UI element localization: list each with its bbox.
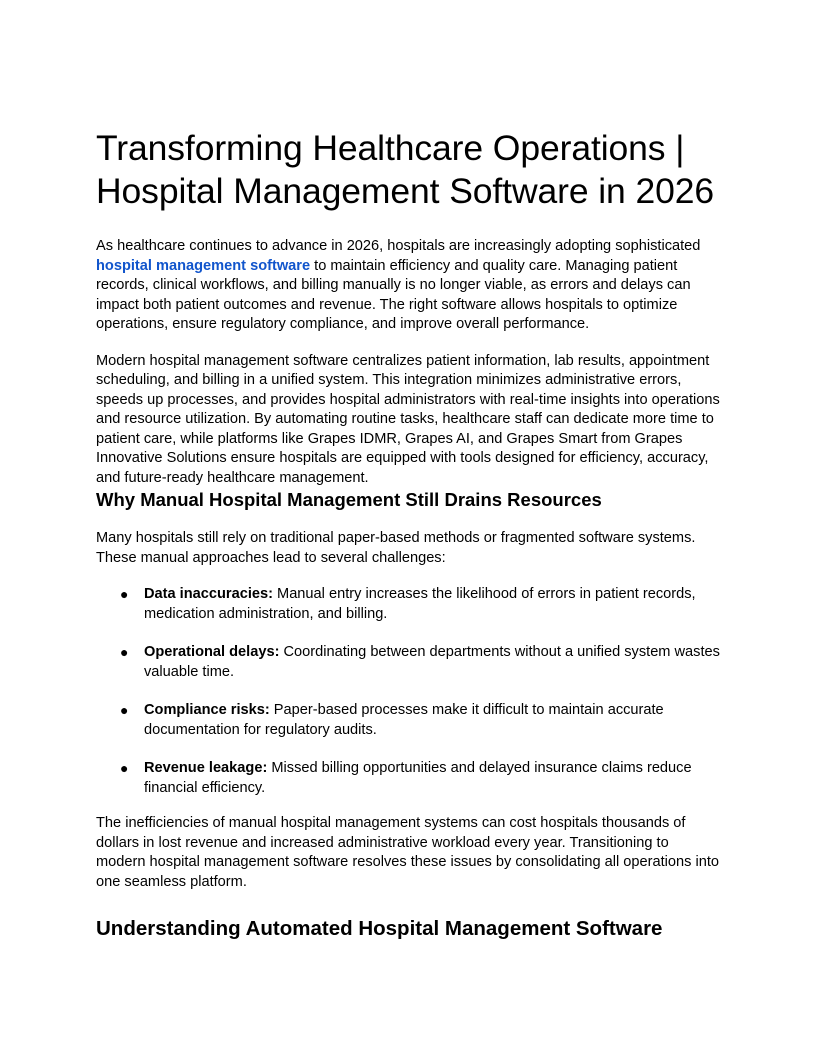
title-line-2: Hospital Management Software in 2026 bbox=[96, 171, 715, 211]
bullet-icon: ● bbox=[120, 586, 129, 602]
list-item bbox=[96, 585, 722, 624]
list-item-term: Compliance risks: bbox=[144, 702, 270, 718]
body-paragraph: Modern hospital management software centralizes patient information, lab results, appointment scheduling, and billing in a unified system. This integration minimizes administrative errors, speeds up processes, and provides hospital administrators with real-time insights into operations and resource utilization. By automating routine tasks, healthcare staff can dedicate more time to patient care, while platforms like Grapes IDMR, Grapes AI, and Grapes Smart from Grapes Innovative Solutions ensure hospitals are equipped with tools designed for efficiency, accuracy, and future-ready healthcare management. bbox=[96, 352, 720, 486]
list-item-text: Manual entry increases the likelihood of errors in patient records, medication administration, and billing. bbox=[144, 586, 696, 622]
bullet-icon: ● bbox=[120, 760, 129, 776]
closing-paragraph: The inefficiencies of manual hospital management systems can cost hospitals thousands of dollars in lost revenue and increased administrative workload every year. Transitioning to modern hospital management software resolves these issues by consolidating all operations into one seamless platform. bbox=[96, 815, 720, 890]
title-line-1: Transforming Healthcare Operations | bbox=[96, 128, 685, 168]
list-item-text: Missed billing opportunities and delayed insurance claims reduce financial efficiency. bbox=[144, 760, 692, 796]
intro-paragraph bbox=[96, 237, 722, 335]
section-heading-manual-management: Why Manual Hospital Management Still Drains Resources bbox=[96, 489, 602, 510]
section-intro-paragraph: Many hospitals still rely on traditional paper-based methods or fragmented software systems. These manual approaches lead to several challenges: bbox=[96, 530, 696, 566]
list-item bbox=[96, 759, 722, 798]
list-item-term: Revenue leakage: bbox=[144, 760, 268, 776]
list-item-text: Coordinating between departments without a unified system wastes valuable time. bbox=[144, 644, 720, 680]
document-title bbox=[96, 127, 722, 213]
document-page bbox=[96, 127, 722, 942]
hospital-management-software-link[interactable]: hospital management software bbox=[96, 257, 311, 274]
list-item-text: Paper-based processes make it difficult to maintain accurate documentation for regulatory audits. bbox=[144, 702, 664, 738]
challenges-list bbox=[96, 585, 722, 798]
intro-text-after-link: to maintain efficiency and quality care. Managing patient records, clinical workflows, and billing manually is no longer viable, as errors and delays can impact both patient outcomes and revenue. The right software allows hospitals to optimize operations, ensure regulatory compliance, and improve overall performance. bbox=[96, 257, 691, 332]
bullet-icon: ● bbox=[120, 702, 129, 718]
bullet-icon: ● bbox=[120, 644, 129, 660]
intro-text-before-link: As healthcare continues to advance in 2026, hospitals are increasingly adopting sophisticated bbox=[96, 238, 701, 254]
list-item-term: Operational delays: bbox=[144, 644, 280, 660]
list-item-term: Data inaccuracies: bbox=[144, 586, 273, 602]
section-heading-automated-software: Understanding Automated Hospital Management Software bbox=[96, 917, 663, 940]
list-item bbox=[96, 701, 722, 740]
list-item bbox=[96, 643, 722, 682]
